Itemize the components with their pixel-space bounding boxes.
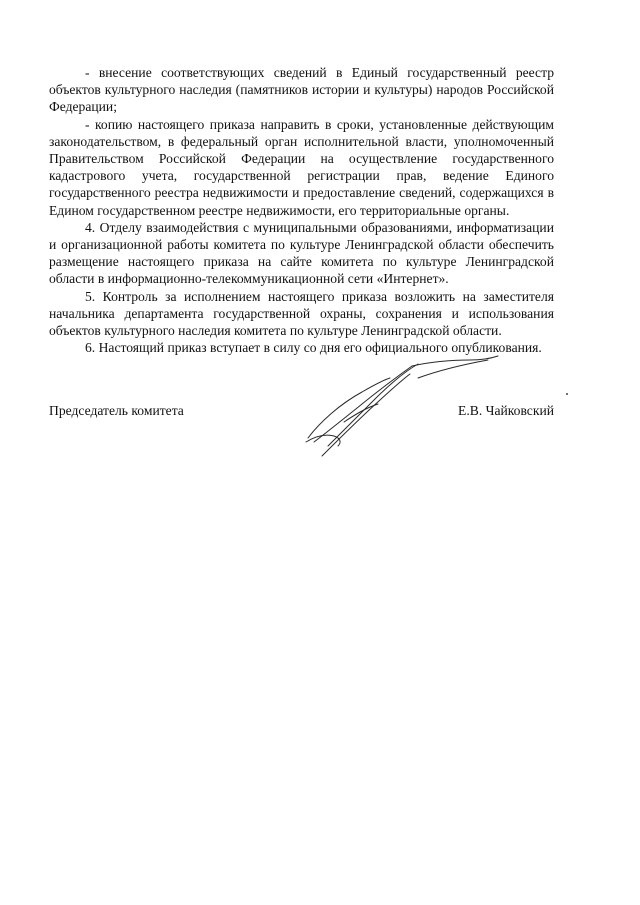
paragraph-item-4: 4. Отделу взаимодействия с муниципальными образованиями, информатизации и организационной работы комитета по культуре Ленинградской области обеспечить размещение настоящего приказа на сайте комитета по культуре Ленинградской области в информационно-телекоммуникационной сети «Интернет». xyxy=(49,219,554,287)
paragraph-registry-entry: - внесение соответствующих сведений в Единый государственный реестр объектов культурного наследия (памятников истории и культуры) народов Российской Федерации; xyxy=(49,65,554,115)
document-body xyxy=(49,64,554,356)
signatory-name: Е.В. Чайковский xyxy=(458,403,554,418)
signature-row xyxy=(49,402,554,422)
paragraph-item-5: 5. Контроль за исполнением настоящего приказа возложить на заместителя начальника департамента государственной охраны, сохранения и использования объектов культурного наследия комитета по культуре Ленинградской области. xyxy=(49,288,554,339)
signature-dot xyxy=(566,393,568,395)
paragraph-send-copy: - копию настоящего приказа направить в сроки, установленные действующим законодательством, в федеральный орган исполнительной власти, уполномоченный Правительством Российской Федерации на осуществление государственного кадастрового учета, государственной регистрации прав, ведение Единого государственного реестра недвижимости и предоставление сведений, содержащихся в Едином государственном реестре недвижимости, его территориальные органы. xyxy=(49,116,554,218)
paragraph-item-6: 6. Настоящий приказ вступает в силу со дня его официального опубликования. xyxy=(85,340,542,356)
signatory-title: Председатель комитета xyxy=(49,403,184,418)
